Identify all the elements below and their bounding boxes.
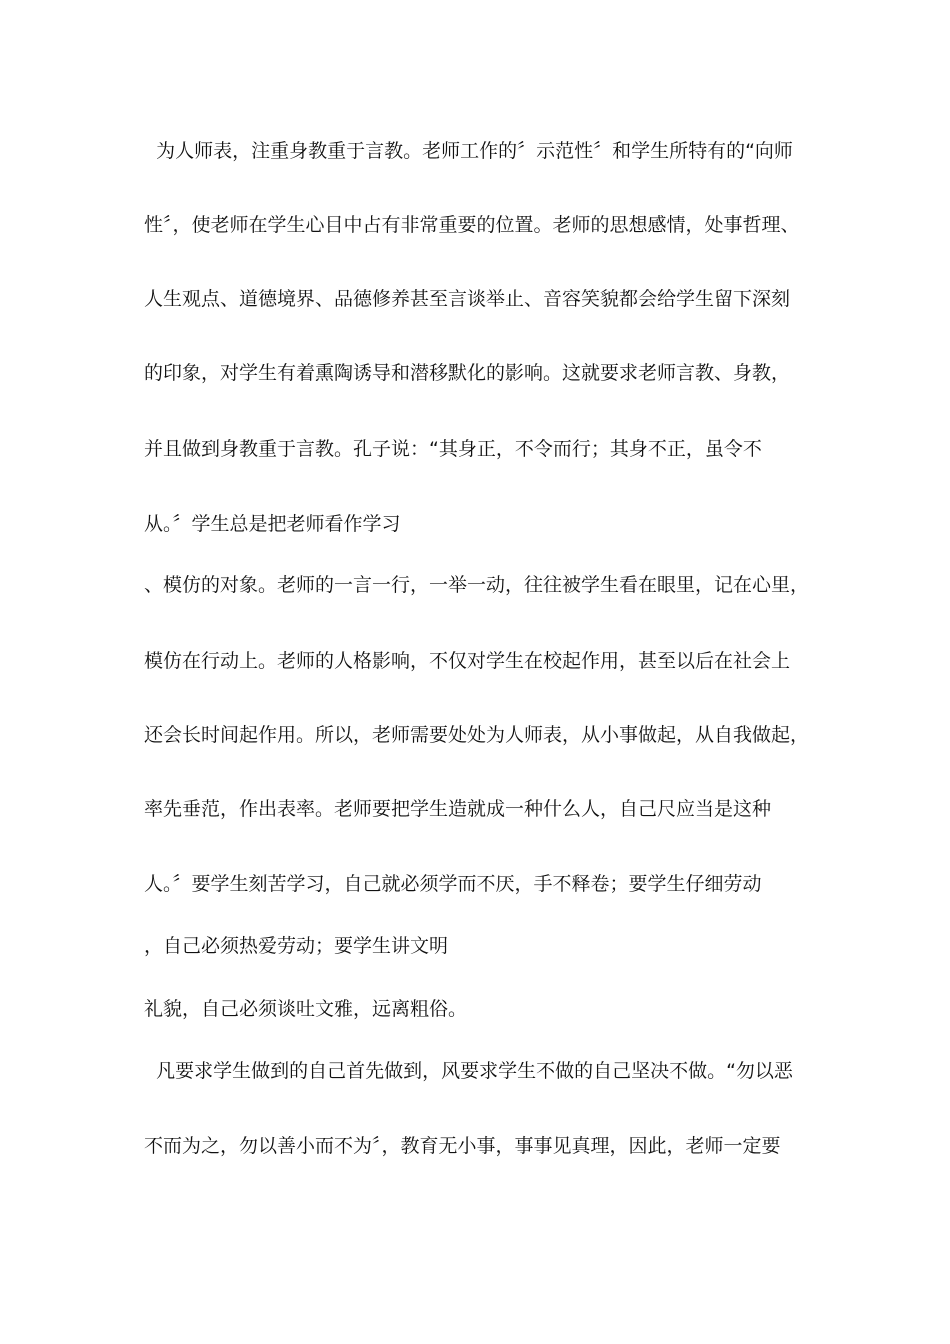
text-line: 并且做到身教重于言教。孔子说：“其身正，不令而行；其身不正，虽令不: [144, 438, 762, 460]
text-line: ，自己必须热爱劳动；要学生讲文明: [144, 935, 449, 957]
text-line: 模仿在行动上。老师的人格影响，不仅对学生在校起作用，甚至以后在社会上: [144, 650, 791, 672]
text-line: 从。〞学生总是把老师看作学习: [144, 513, 401, 535]
text-line: 人。〞要学生刻苦学习，自己就必须学而不厌，手不释卷；要学生仔细劳动: [144, 873, 762, 895]
text-line: 的印象，对学生有着熏陶诱导和潜移默化的影响。这就要求老师言教、身教，: [144, 362, 791, 384]
text-line: 率先垂范，作出表率。老师要把学生造就成一种什么人，自己尺应当是这种: [144, 798, 772, 820]
text-line: 还会长时间起作用。所以，老师需要处处为人师表，从小事做起，从自我做起，: [144, 724, 810, 746]
text-line: 不而为之，勿以善小而不为〞，教育无小事，事事见真理，因此，老师一定要: [144, 1135, 781, 1157]
text-line: 凡要求学生做到的自己首先做到，风要求学生不做的自己坚决不做。“勿以恶: [144, 1060, 793, 1082]
text-line: 为人师表，注重身教重于言教。老师工作的〞示范性〞和学生所特有的“向师: [144, 140, 793, 162]
text-line: 礼貌，自己必须谈吐文雅，远离粗俗。: [144, 998, 468, 1020]
text-line: 人生观点、道德境界、品德修养甚至言谈举止、音容笑貌都会给学生留下深刻: [144, 288, 791, 310]
text-line: 性〞，使老师在学生心目中占有非常重要的位置。老师的思想感情，处事哲理、: [144, 214, 800, 236]
text-line: 、模仿的对象。老师的一言一行，一举一动，往往被学生看在眼里，记在心里，: [144, 574, 810, 596]
